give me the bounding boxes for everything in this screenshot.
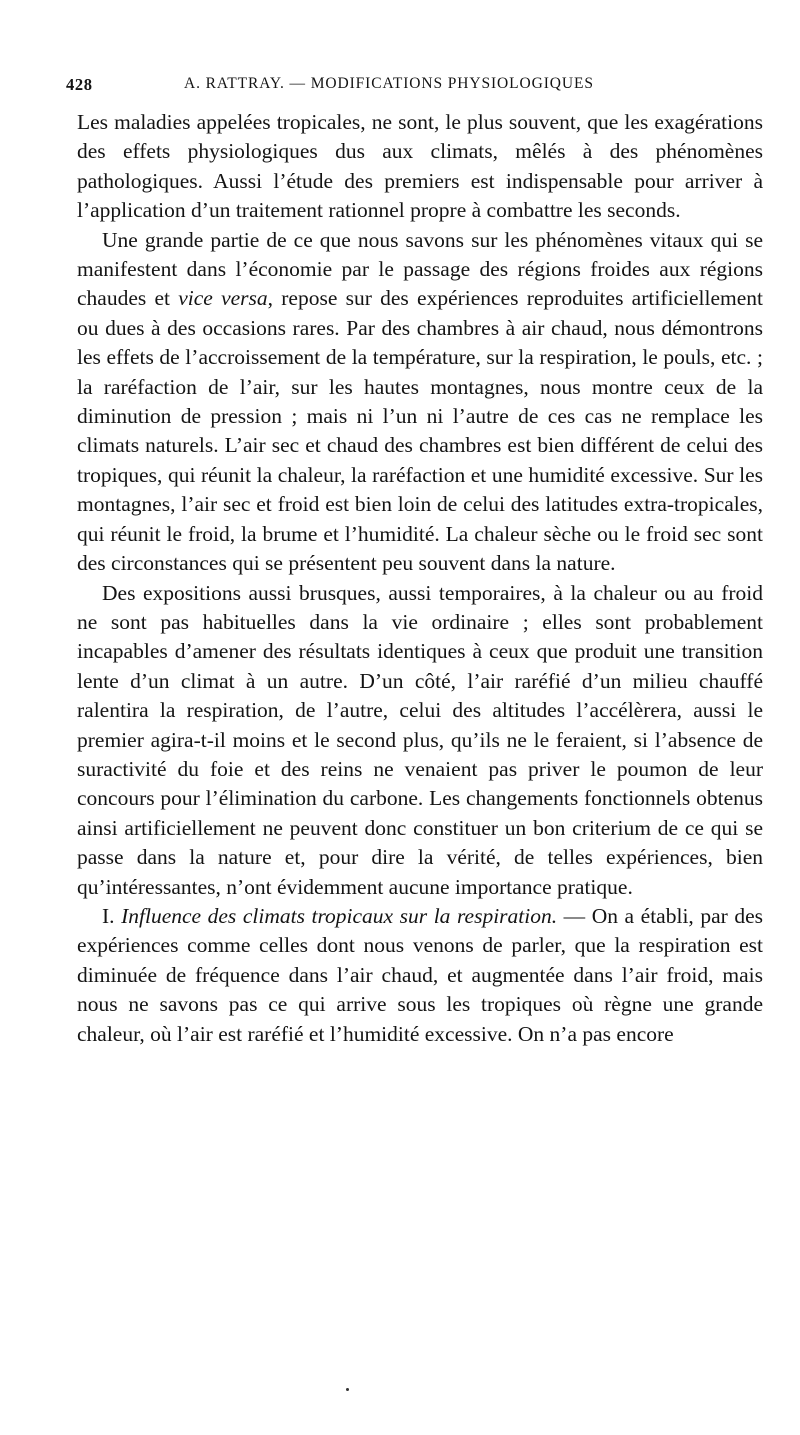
footer-dot bbox=[346, 1388, 349, 1391]
section-paragraph bbox=[77, 902, 763, 1049]
section-title: Influence des climats tropicaux sur la respiration. bbox=[121, 903, 558, 928]
paragraph-text: Une grande partie de ce que nous savons sur les phénomènes vitaux qui se manifestent dans l’économie par le passage des régions froides aux régions chaudes et bbox=[77, 227, 763, 311]
paragraph: Les maladies appelées tropicales, ne sont, le plus souvent, que les exagérations des effets physiologiques dus aux climats, mêlés à des phénomènes pathologiques. Aussi l’étude des premiers est indispensable pour arriver à l’application d’un traitement rationnel propre à combattre les seconds. bbox=[77, 110, 763, 223]
paragraph: Des expositions aussi brusques, aussi temporaires, à la chaleur ou au froid ne sont pas habituelles dans la vie ordinaire ; elles sont probablement incapables d’amener des résultats identiques à ceux que produit une transition lente d’un climat à un autre. D’un côté, l’air raréfié d’un milieu chauffé ralentira la respiration, de l’autre, celui des altitudes l’accélèrera, aussi le premier agira-t-il moins et le second plus, qu’ils ne le feraient, si l’absence de suractivité du foie et des reins ne venaient pas priver le poumon de leur concours pour l’élimination du carbone. Les changements fonctionnels obtenus ainsi artificiellement ne peuvent donc constituer un bon criterium de ce qui se passe dans la nature et, pour dire la vérité, de telles expériences, bien qu’intéressantes, n’ont évidemment aucune importance pratique. bbox=[77, 580, 763, 899]
running-title: A. RATTRAY. — MODIFICATIONS PHYSIOLOGIQUES bbox=[184, 75, 594, 92]
body-text bbox=[77, 108, 763, 1049]
emphasis-text: vice versa bbox=[178, 286, 268, 311]
section-number: I. bbox=[102, 903, 122, 928]
paragraph bbox=[77, 226, 763, 579]
page-number: 428 bbox=[66, 75, 93, 94]
paragraph-text: — On a établi, par des expériences comme celles dont nous venons de parler, que la respiration est diminuée de fréquence dans l’air chaud, et augmentée dans l’air froid, mais nous ne savons pas ce qui arrive sous les tropiques où règne une grande chaleur, où l’air est raréfié et l’humidité excessive. On n’a pas encore bbox=[77, 903, 764, 1046]
paragraph-text: , repose sur des expériences reproduites artificiellement ou dues à des occasions rares. Par des chambres à air chaud, nous démontrons les effets de l’accroissement de la température, sur la respiration, le pouls, etc. ; la raréfaction de l’air, sur les hautes montagnes, nous montre ceux de la diminution de pression ; mais ni l’un ni l’autre de ces cas ne remplace les climats naturels. L’air sec et chaud des chambres est bien différent de celui des tropiques, qui réunit la chaleur, la raréfaction et une humidité excessive. Sur les montagnes, l’air sec et froid est bien loin de celui des latitudes extra-tropicales, qui réunit le froid, la brume et l’humidité. La chaleur sèche ou le froid sec sont des circonstances qui se présentent peu souvent dans la nature. bbox=[77, 286, 763, 576]
page-header bbox=[66, 75, 758, 103]
